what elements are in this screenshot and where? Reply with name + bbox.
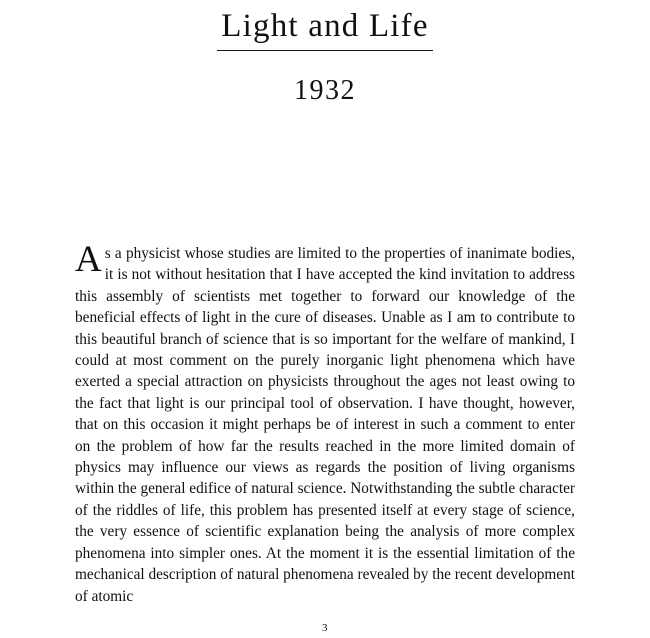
title-block: [0, 0, 650, 105]
page-title: Light and Life: [217, 8, 432, 51]
paragraph: [75, 239, 575, 607]
page-number: 3: [322, 622, 328, 634]
body-text-region: [75, 239, 575, 607]
drop-cap: A: [75, 239, 102, 280]
paragraph-text: s a physicist whose studies are limited to the properties of inanimate bodies, it is not without hesitation that I have accepted the kind invitation to address this assembly of scientists met together to forward our knowledge of the beneficial effects of light in the cure of diseases. Unable as I am to contribute to this beautiful branch of science that is so important for the welfare of mankind, I could at most comment on the purely inorganic light phenomena which have exerted a special attraction on physicists throughout the ages not least owing to the fact that light is our principal tool of observation. I have thought, however, that on this occasion it might perhaps be of interest in such a comment to enter on the problem of how far the results reached in the more limited domain of physics may influence our views as regards the position of living organisms within the general edifice of natural science. Notwithstanding the subtle character of the riddles of life, this problem has presented itself at every stage of science, the very essence of scientific explanation being the analysis of more complex phenomena into simpler ones. At the moment it is the essential limitation of the mechanical description of natural phenomena revealed by the recent development of atomic: [75, 245, 575, 605]
publication-year: 1932: [294, 75, 356, 107]
